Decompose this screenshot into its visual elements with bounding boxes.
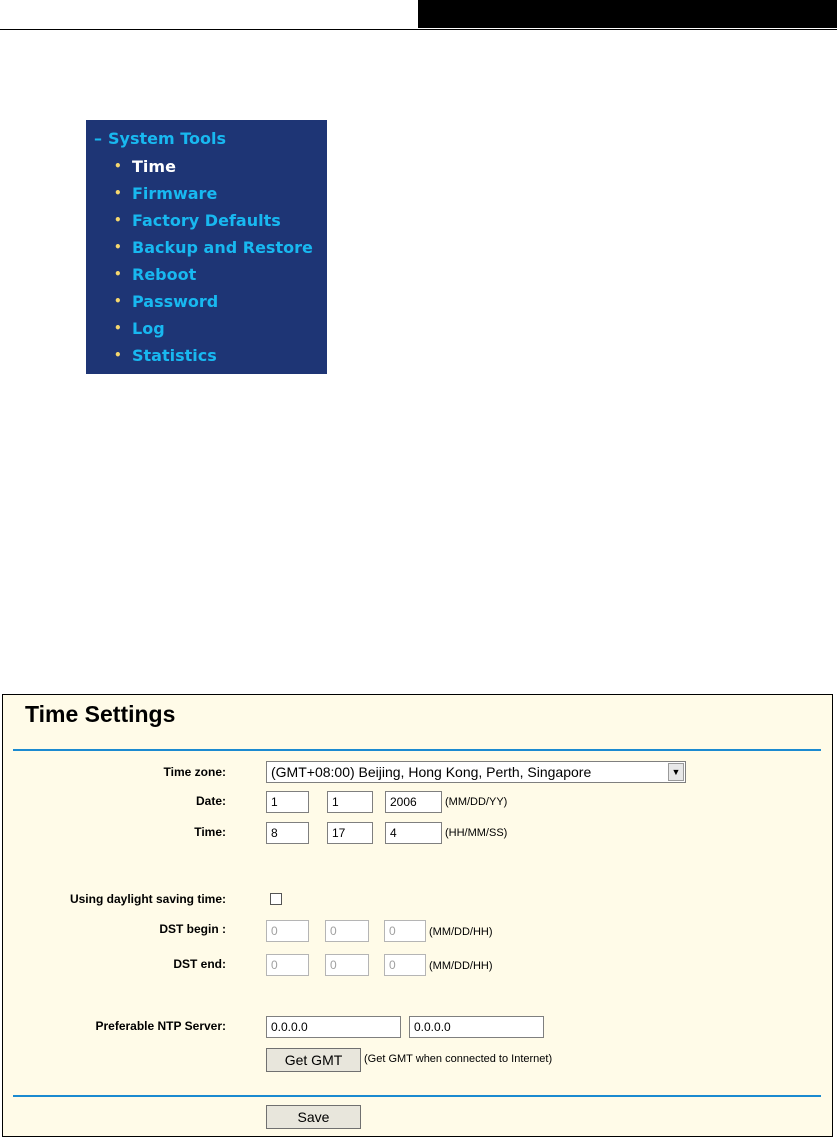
time-minute-input[interactable] <box>327 822 373 844</box>
bullet-icon: • <box>114 294 122 308</box>
time-format-hint: (HH/MM/SS) <box>445 827 508 839</box>
menu-item-time[interactable] <box>94 155 327 182</box>
menu-item-label: Factory Defaults <box>132 211 281 230</box>
dst-end-month-input[interactable] <box>266 954 309 976</box>
bullet-icon: • <box>114 348 122 362</box>
bullet-icon: • <box>114 267 122 281</box>
menu-item-label: Time <box>132 157 176 176</box>
ntp-server-label: Preferable NTP Server: <box>95 1019 226 1033</box>
menu-item-password[interactable] <box>94 290 327 317</box>
document-header-bar <box>418 0 837 28</box>
date-label: Date: <box>195 794 226 808</box>
dst-begin-day-input[interactable] <box>325 920 369 942</box>
top-divider <box>13 749 821 751</box>
date-year-input[interactable] <box>385 791 442 813</box>
save-button[interactable]: Save <box>266 1105 361 1129</box>
date-format-hint: (MM/DD/YY) <box>445 796 508 808</box>
menu-item-log[interactable] <box>94 317 327 344</box>
menu-item-label: Backup and Restore <box>132 238 313 257</box>
ntp-server-2-input[interactable] <box>409 1016 544 1038</box>
dst-begin-hour-input[interactable] <box>384 920 426 942</box>
bullet-icon: • <box>114 159 122 173</box>
dst-begin-month-input[interactable] <box>266 920 309 942</box>
menu-title-system-tools[interactable] <box>94 128 327 155</box>
menu-item-backup-restore[interactable] <box>94 236 327 263</box>
ntp-server-1-input[interactable] <box>266 1016 401 1038</box>
bottom-divider <box>13 1095 821 1097</box>
collapse-icon: – <box>94 129 102 148</box>
bullet-icon: • <box>114 213 122 227</box>
menu-item-firmware[interactable] <box>94 182 327 209</box>
dst-begin-label: DST begin : <box>159 922 226 936</box>
dst-label: Using daylight saving time: <box>69 892 226 906</box>
menu-item-factory-defaults[interactable] <box>94 209 327 236</box>
menu-item-label: Reboot <box>132 265 197 284</box>
time-zone-label: Time zone: <box>163 765 226 779</box>
menu-item-statistics[interactable] <box>94 344 327 371</box>
panel-title: Time Settings <box>25 701 176 727</box>
dst-end-hour-input[interactable] <box>384 954 426 976</box>
system-tools-menu <box>86 120 327 374</box>
document-header-rule <box>0 29 837 30</box>
menu-item-label: Password <box>132 292 219 311</box>
bullet-icon: • <box>114 186 122 200</box>
dst-end-label: DST end: <box>173 957 226 971</box>
dst-checkbox[interactable] <box>270 893 282 905</box>
time-second-input[interactable] <box>385 822 442 844</box>
menu-title-label: System Tools <box>108 129 226 148</box>
time-zone-value: (GMT+08:00) Beijing, Hong Kong, Perth, Singapore <box>271 764 592 780</box>
dropdown-arrow-icon[interactable]: ▼ <box>668 763 684 781</box>
time-settings-panel <box>2 694 833 1137</box>
time-label: Time: <box>194 825 226 839</box>
dst-begin-format-hint: (MM/DD/HH) <box>429 926 493 938</box>
time-hour-input[interactable] <box>266 822 309 844</box>
dst-end-day-input[interactable] <box>325 954 369 976</box>
date-month-input[interactable] <box>266 791 309 813</box>
bullet-icon: • <box>114 240 122 254</box>
bullet-icon: • <box>114 321 122 335</box>
get-gmt-hint: (Get GMT when connected to Internet) <box>364 1053 553 1065</box>
menu-item-label: Statistics <box>132 346 217 365</box>
menu-item-label: Log <box>132 319 165 338</box>
get-gmt-button[interactable]: Get GMT <box>266 1048 361 1072</box>
menu-item-label: Firmware <box>132 184 218 203</box>
time-zone-select[interactable] <box>266 761 686 783</box>
menu-item-reboot[interactable] <box>94 263 327 290</box>
dst-end-format-hint: (MM/DD/HH) <box>429 960 493 972</box>
date-day-input[interactable] <box>327 791 373 813</box>
